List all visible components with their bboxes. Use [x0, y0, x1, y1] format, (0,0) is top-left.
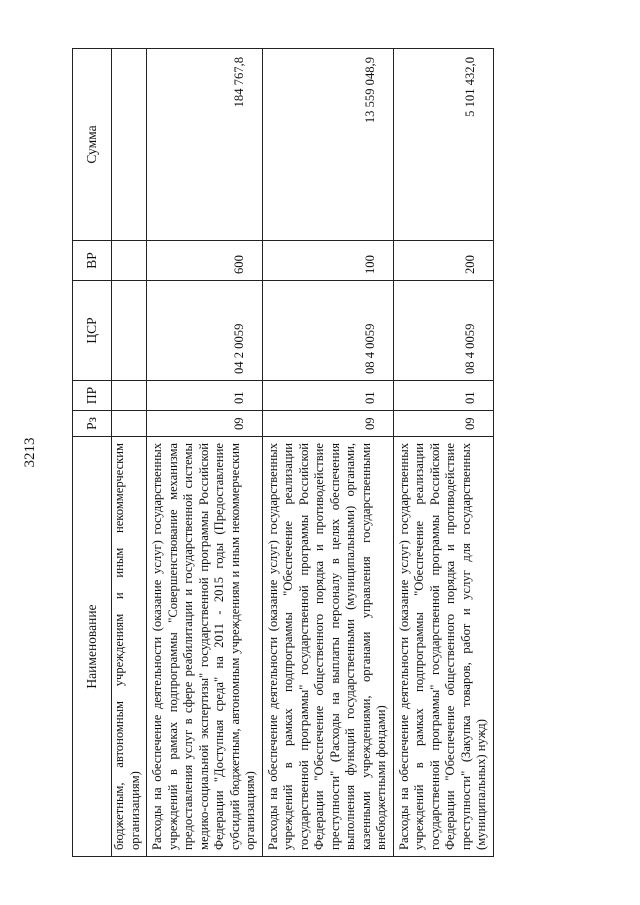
row-vr: 600 — [147, 241, 263, 281]
header-name: Наименование — [73, 437, 112, 857]
row-sum: 5 101 432,0 — [393, 49, 493, 241]
row-pr: 01 — [393, 381, 493, 411]
row-pr: 01 — [262, 381, 393, 411]
row-csr: 08 4 0059 — [393, 281, 493, 381]
row-rz: 09 — [393, 411, 493, 437]
header-csr: ЦСР — [73, 281, 112, 381]
table-row — [147, 49, 263, 857]
table-row — [262, 49, 393, 857]
row-pr: 01 — [147, 381, 263, 411]
table-row — [393, 49, 493, 857]
row-vr: 100 — [262, 241, 393, 281]
row-rz: 09 — [147, 411, 263, 437]
row-sum: 13 559 048,9 — [262, 49, 393, 241]
row-csr: 08 4 0059 — [262, 281, 393, 381]
budget-table-wrapper — [72, 49, 494, 857]
row-sum — [112, 49, 147, 241]
header-vr: ВР — [73, 241, 112, 281]
header-pr: ПР — [73, 381, 112, 411]
row-name: бюджетным, автономным учреждениям и иным некоммерческим организациям) — [112, 437, 147, 857]
row-name: Расходы на обеспечение деятельности (оказание услуг) государственных учреждений в рамках подпрограммы "Обеспечение реализации государственной программы" государственной программы Российской Федерации "Обеспечение общественного порядка и противодействие преступности" (Расходы на выплаты персоналу в целях обеспечения выполнения функций государственными (муниципальными) органами, казенными учреждениями, органами управления государственными внебюджетными фондами) — [262, 437, 393, 857]
budget-table — [72, 48, 494, 857]
row-pr — [112, 381, 147, 411]
row-csr — [112, 281, 147, 381]
table-row — [112, 49, 147, 857]
row-name: Расходы на обеспечение деятельности (оказание услуг) государственных учреждений в рамках подпрограммы "Обеспечение реализации государственной программы" государственной программы Российской Федерации "Обеспечение общественного порядка и противодействие преступности" (Закупка товаров, работ и услуг для государственных (муниципальных) нужд) — [393, 437, 493, 857]
page-number: 3213 — [22, 437, 38, 468]
row-name: Расходы на обеспечение деятельности (оказание услуг) государственных учреждений в рамках подпрограммы "Совершенствование механизма предоставления услуг в сфере реабилитации и государственной системы медико-социальной экспертизы" государственной программы Российской Федерации "Доступная среда" на 2011 - 2015 годы (Предоставление субсидий бюджетным, автономным учреждениям и иным некоммерческим организациям) — [147, 437, 263, 857]
row-sum: 184 767,8 — [147, 49, 263, 241]
row-vr: 200 — [393, 241, 493, 281]
row-rz — [112, 411, 147, 437]
row-rz: 09 — [262, 411, 393, 437]
row-csr: 04 2 0059 — [147, 281, 263, 381]
header-sum: Сумма — [73, 49, 112, 241]
table-header-row — [73, 49, 112, 857]
row-vr — [112, 241, 147, 281]
header-rz: Рз — [73, 411, 112, 437]
